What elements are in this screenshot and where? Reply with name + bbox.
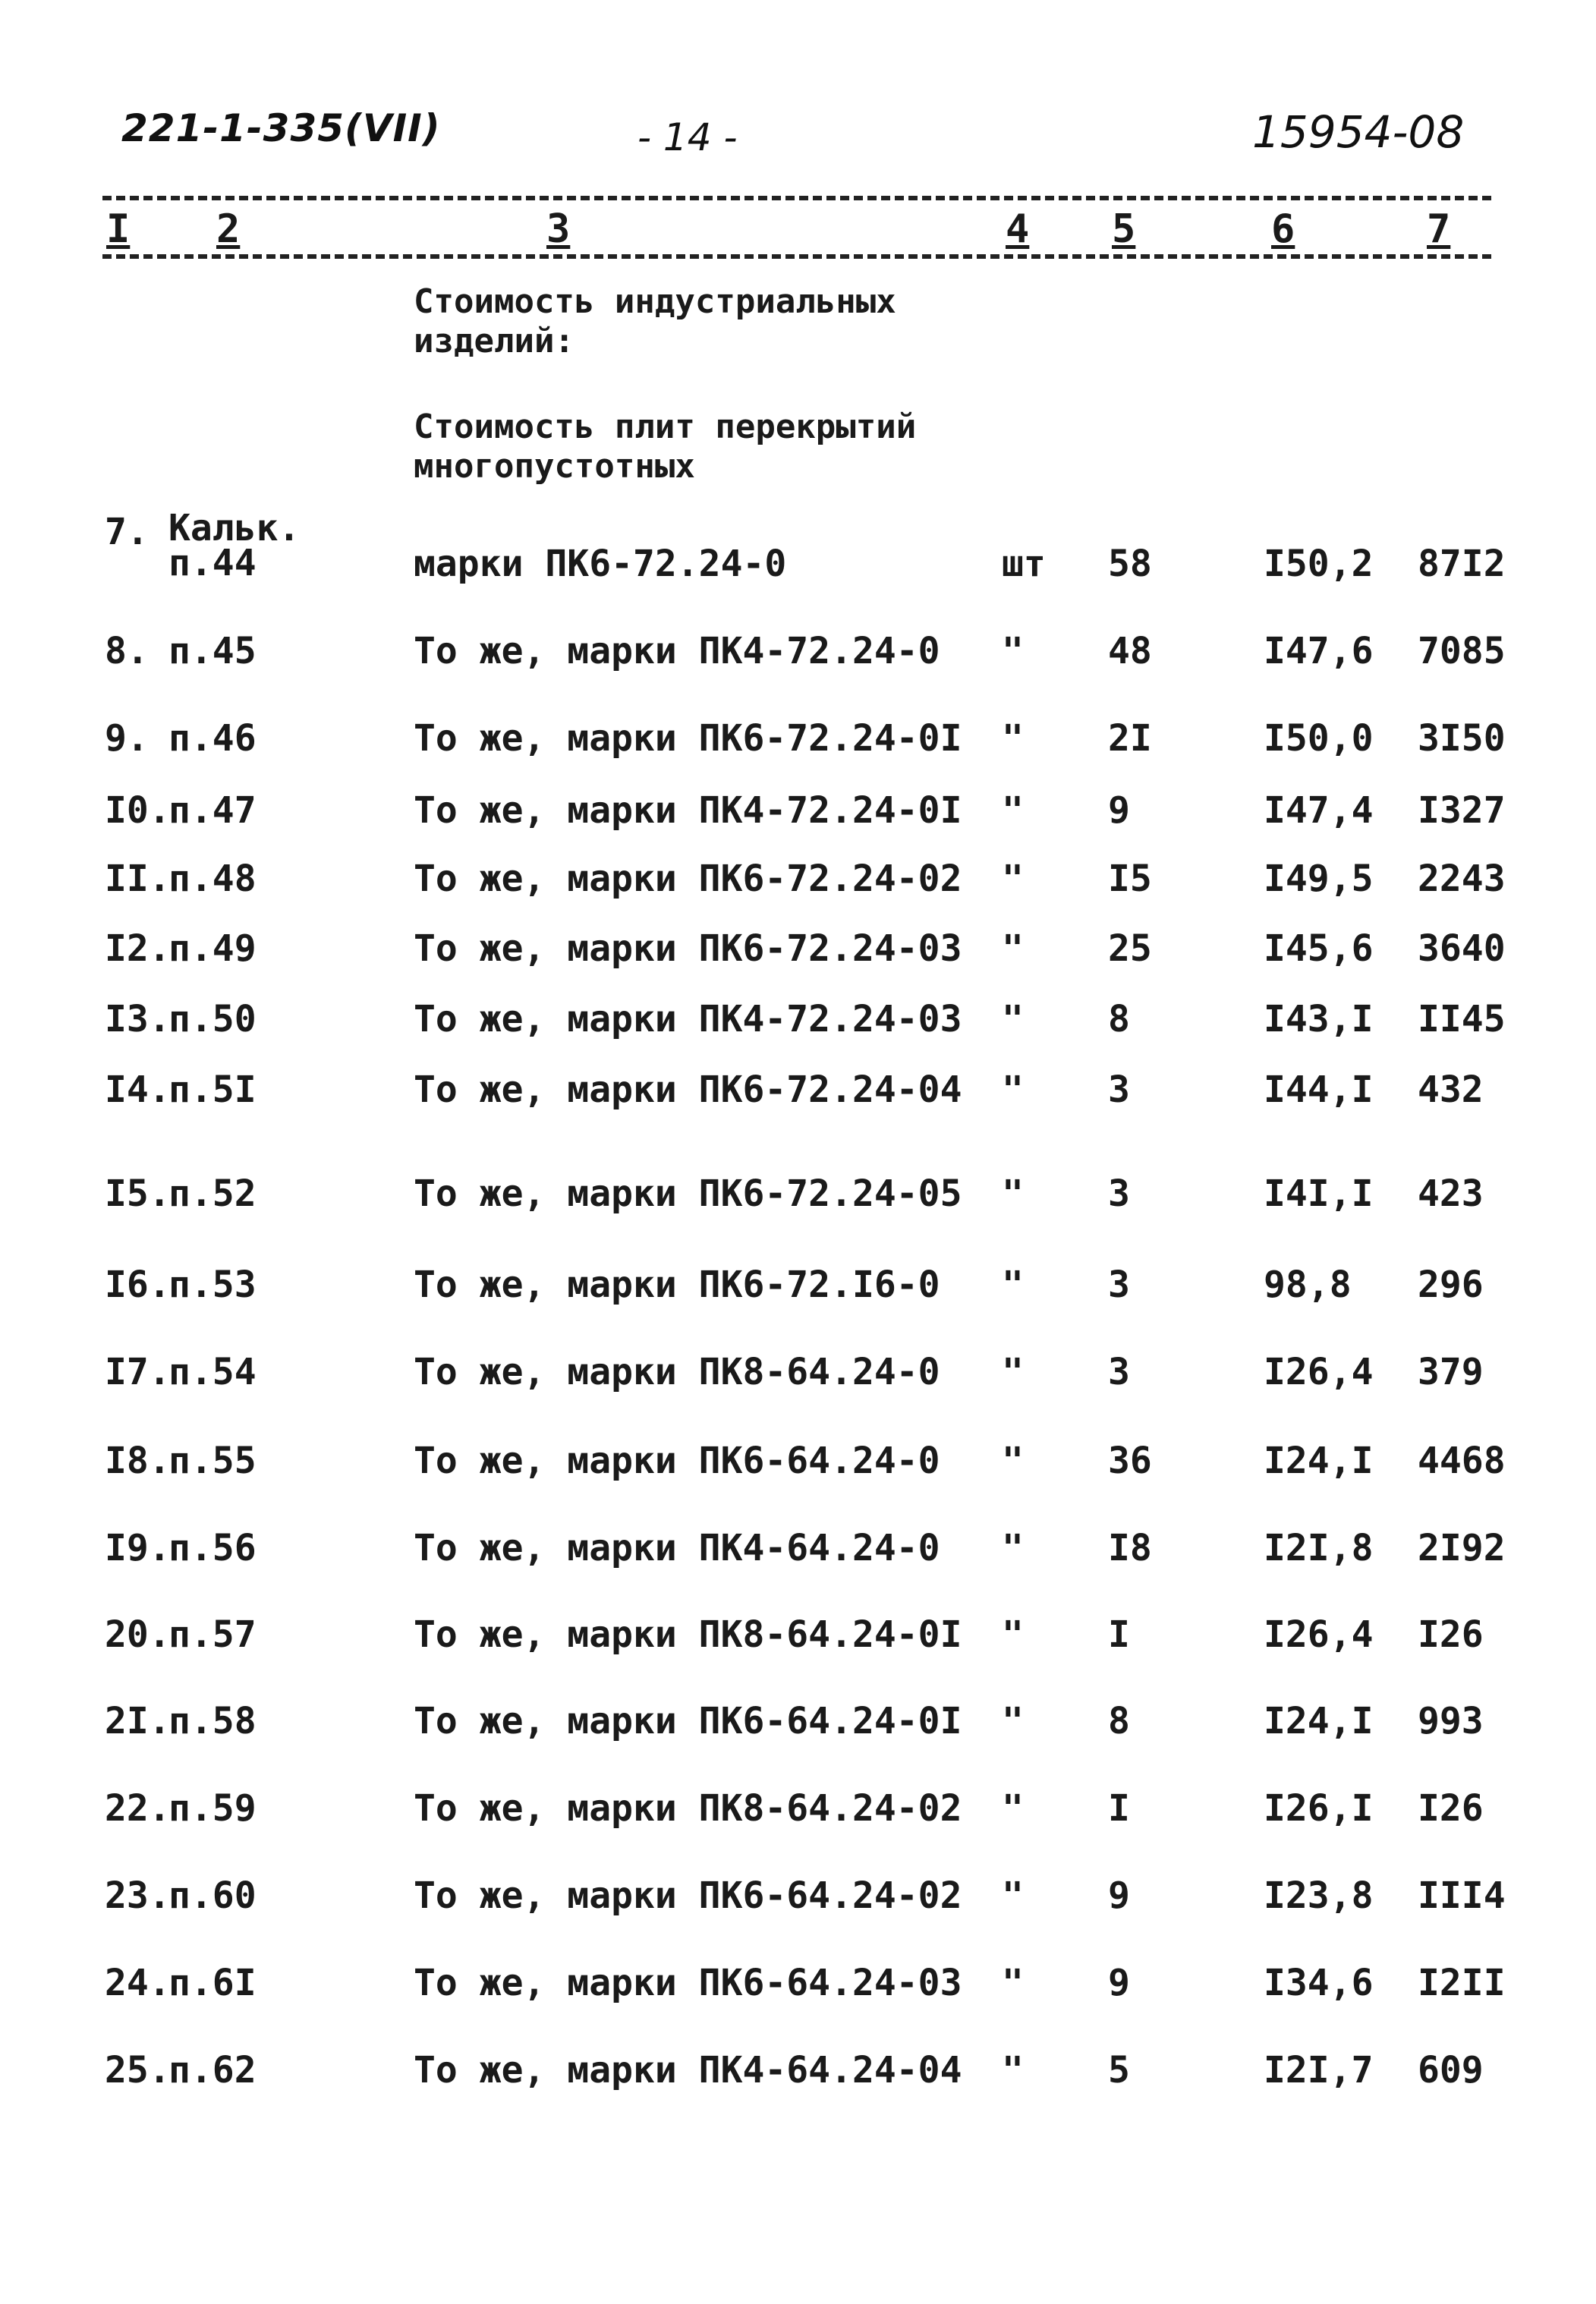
cell-name: То же, марки ПК6-72.24-04 (414, 1069, 962, 1111)
cell-qty: 9 (1108, 789, 1130, 832)
table-row (0, 927, 1596, 996)
cell-ref: п.48 (168, 858, 257, 900)
cell-price: I47,4 (1264, 789, 1374, 832)
section-heading-hollow-core-slabs: Стоимость плит перекрытий многопустотных (414, 408, 917, 486)
cell-ref: п.59 (168, 1787, 257, 1830)
cell-name: То же, марки ПК6-72.I6-0 (414, 1264, 940, 1306)
cell-ref: п.60 (168, 1874, 257, 1917)
table-row (0, 789, 1596, 858)
cell-total: 3I50 (1418, 717, 1506, 760)
cell-unit: " (1002, 858, 1024, 900)
cell-num: 25. (105, 2049, 171, 2092)
cell-price: I43,I (1264, 998, 1374, 1040)
cell-total: I26 (1418, 1787, 1484, 1830)
header-rule-bottom (102, 254, 1491, 259)
cell-num: I6. (105, 1264, 171, 1306)
cell-num: I4. (105, 1069, 171, 1111)
table-row (0, 858, 1596, 926)
cell-total: 7085 (1418, 630, 1506, 672)
cell-qty: 2I (1108, 717, 1152, 760)
cell-qty: 5 (1108, 2049, 1130, 2092)
table-row (0, 1069, 1596, 1137)
cell-total: I26 (1418, 1613, 1484, 1656)
document-code: 221-1-335(VII) (121, 106, 441, 150)
cell-unit: " (1002, 1264, 1024, 1306)
cell-name: То же, марки ПК8-64.24-0 (414, 1351, 940, 1393)
cell-total: 296 (1418, 1264, 1484, 1306)
cell-price: I34,6 (1264, 1962, 1374, 2004)
table-row (0, 1700, 1596, 1768)
cell-qty: 8 (1108, 1700, 1130, 1742)
cell-total: I2II (1418, 1962, 1506, 2004)
cell-price: I44,I (1264, 1069, 1374, 1111)
cell-num: 2I. (105, 1700, 171, 1742)
column-header-1: I (106, 206, 131, 252)
cell-ref: п.56 (168, 1527, 257, 1569)
cell-num: I5. (105, 1172, 171, 1215)
cell-price: 98,8 (1264, 1264, 1352, 1306)
cell-name: То же, марки ПК6-72.24-03 (414, 927, 962, 970)
table-row (0, 1440, 1596, 1508)
cell-num: 9. (105, 717, 149, 760)
cell-unit: " (1002, 1787, 1024, 1830)
cell-total: 993 (1418, 1700, 1484, 1742)
cell-total: III4 (1418, 1874, 1506, 1917)
cell-num: 8. (105, 630, 149, 672)
cell-qty: 58 (1108, 543, 1152, 585)
table-row (0, 1787, 1596, 1855)
cell-num: I2. (105, 927, 171, 970)
cell-qty: I (1108, 1787, 1130, 1830)
cell-name: То же, марки ПК6-64.24-0 (414, 1440, 940, 1482)
cell-name: То же, марки ПК4-72.24-03 (414, 998, 962, 1040)
cell-total: 4468 (1418, 1440, 1506, 1482)
column-header-6: 6 (1271, 206, 1295, 252)
table-row (0, 1962, 1596, 2030)
cell-unit: " (1002, 927, 1024, 970)
cell-price: I2I,8 (1264, 1527, 1374, 1569)
document-number: 15954-08 (1252, 106, 1465, 158)
cell-total: 2243 (1418, 858, 1506, 900)
cell-unit: " (1002, 1527, 1024, 1569)
cell-unit: " (1002, 1172, 1024, 1215)
table-row (0, 630, 1596, 698)
cell-name: То же, марки ПК8-64.24-02 (414, 1787, 962, 1830)
cell-num: 7. (105, 511, 149, 553)
cell-price: I26,4 (1264, 1613, 1374, 1656)
cell-unit: " (1002, 1962, 1024, 2004)
column-header-4: 4 (1006, 206, 1030, 252)
table-row (0, 1172, 1596, 1241)
cell-unit: " (1002, 1613, 1024, 1656)
column-header-5: 5 (1112, 206, 1136, 252)
cell-qty: 3 (1108, 1069, 1130, 1111)
cell-ref: п.50 (168, 998, 257, 1040)
cell-price: I45,6 (1264, 927, 1374, 970)
column-header-3: 3 (546, 206, 571, 252)
cell-unit: " (1002, 717, 1024, 760)
cell-total: 3640 (1418, 927, 1506, 970)
cell-qty: 3 (1108, 1351, 1130, 1393)
cell-total: II45 (1418, 998, 1506, 1040)
cell-price: I26,4 (1264, 1351, 1374, 1393)
cell-num: I9. (105, 1527, 171, 1569)
cell-name: марки ПК6-72.24-0 (414, 543, 787, 585)
cell-unit: " (1002, 2049, 1024, 2092)
cell-price: I26,I (1264, 1787, 1374, 1830)
cell-name: То же, марки ПК4-64.24-0 (414, 1527, 940, 1569)
cell-qty: 36 (1108, 1440, 1152, 1482)
table-row (0, 507, 1596, 611)
cell-qty: I8 (1108, 1527, 1152, 1569)
cell-price: I24,I (1264, 1440, 1374, 1482)
cell-ref: п.62 (168, 2049, 257, 2092)
cell-name: То же, марки ПК4-72.24-0I (414, 789, 962, 832)
cell-ref: п.49 (168, 927, 257, 970)
table-row (0, 1613, 1596, 1682)
cell-total: 379 (1418, 1351, 1484, 1393)
cell-price: I49,5 (1264, 858, 1374, 900)
cell-price: I4I,I (1264, 1172, 1374, 1215)
cell-qty: 9 (1108, 1962, 1130, 2004)
cell-total: I327 (1418, 789, 1506, 832)
cell-price: I23,8 (1264, 1874, 1374, 1917)
cell-name: То же, марки ПК6-72.24-0I (414, 717, 962, 760)
cell-total: 87I2 (1418, 543, 1506, 585)
cell-unit: " (1002, 789, 1024, 832)
column-header-2: 2 (216, 206, 241, 252)
cell-unit: " (1002, 1700, 1024, 1742)
cell-name: То же, марки ПК4-72.24-0 (414, 630, 940, 672)
cell-ref: п.47 (168, 789, 257, 832)
cell-unit: " (1002, 1874, 1024, 1917)
cell-num: I0. (105, 789, 171, 832)
cell-price: I2I,7 (1264, 2049, 1374, 2092)
cell-name: То же, марки ПК4-64.24-04 (414, 2049, 962, 2092)
cell-ref: п.6I (168, 1962, 257, 2004)
cell-qty: I5 (1108, 858, 1152, 900)
cell-unit: " (1002, 630, 1024, 672)
cell-ref: п.52 (168, 1172, 257, 1215)
cell-unit: " (1002, 998, 1024, 1040)
cell-total: 2I92 (1418, 1527, 1506, 1569)
cell-num: I3. (105, 998, 171, 1040)
cell-qty: 8 (1108, 998, 1130, 1040)
table-row (0, 2049, 1596, 2117)
cell-ref: п.45 (168, 630, 257, 672)
cell-price: I50,0 (1264, 717, 1374, 760)
cell-unit: " (1002, 1440, 1024, 1482)
cell-price: I47,6 (1264, 630, 1374, 672)
cell-num: I8. (105, 1440, 171, 1482)
cell-name: То же, марки ПК6-64.24-03 (414, 1962, 962, 2004)
cell-name: То же, марки ПК6-72.24-02 (414, 858, 962, 900)
cell-name: То же, марки ПК8-64.24-0I (414, 1613, 962, 1656)
cell-unit: " (1002, 1069, 1024, 1111)
cell-price: I50,2 (1264, 543, 1374, 585)
cell-num: 20. (105, 1613, 171, 1656)
cell-num: 23. (105, 1874, 171, 1917)
cell-ref: п.54 (168, 1351, 257, 1393)
cell-ref: п.55 (168, 1440, 257, 1482)
cell-qty: I (1108, 1613, 1130, 1656)
table-row (0, 1874, 1596, 1943)
cell-num: 24. (105, 1962, 171, 2004)
cell-ref: п.5I (168, 1069, 257, 1111)
table-row (0, 717, 1596, 785)
cell-ref: Кальк. п.44 (168, 507, 301, 584)
cell-qty: 25 (1108, 927, 1152, 970)
page-number: - 14 - (637, 115, 738, 159)
cell-name: То же, марки ПК6-72.24-05 (414, 1172, 962, 1215)
header-rule-top (102, 196, 1491, 200)
column-header-7: 7 (1427, 206, 1451, 252)
cell-ref: п.46 (168, 717, 257, 760)
cell-ref: п.57 (168, 1613, 257, 1656)
cell-ref: п.58 (168, 1700, 257, 1742)
cell-price: I24,I (1264, 1700, 1374, 1742)
section-heading-industrial-products: Стоимость индустриальных изделий: (414, 282, 896, 360)
cell-ref: п.53 (168, 1264, 257, 1306)
cell-unit: шт (1002, 543, 1046, 585)
cell-name: То же, марки ПК6-64.24-0I (414, 1700, 962, 1742)
cell-total: 609 (1418, 2049, 1484, 2092)
table-row (0, 1527, 1596, 1595)
table-row (0, 1264, 1596, 1332)
cell-unit: " (1002, 1351, 1024, 1393)
cell-qty: 3 (1108, 1172, 1130, 1215)
table-row (0, 998, 1596, 1066)
cell-qty: 9 (1108, 1874, 1130, 1917)
cell-name: То же, марки ПК6-64.24-02 (414, 1874, 962, 1917)
cell-num: I7. (105, 1351, 171, 1393)
cell-qty: 3 (1108, 1264, 1130, 1306)
cell-num: II. (105, 858, 171, 900)
cell-total: 432 (1418, 1069, 1484, 1111)
table-row (0, 1351, 1596, 1419)
cell-num: 22. (105, 1787, 171, 1830)
cell-total: 423 (1418, 1172, 1484, 1215)
cell-qty: 48 (1108, 630, 1152, 672)
